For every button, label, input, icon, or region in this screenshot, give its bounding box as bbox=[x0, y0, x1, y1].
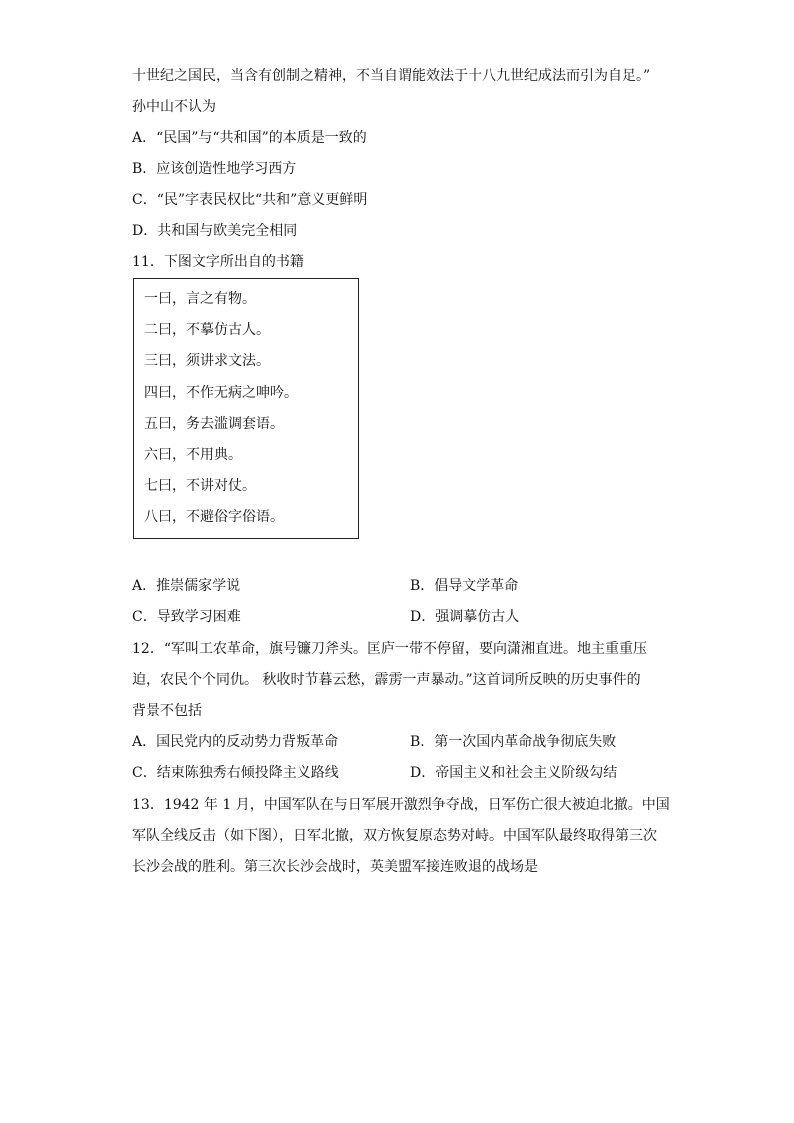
q12-option-c: C．结束陈独秀右倾投降主义路线 bbox=[132, 765, 339, 781]
q11-quote-box bbox=[133, 278, 359, 539]
q11-option-c: C．导致学习困难 bbox=[132, 609, 241, 625]
q10-option-c: C．“民”字表民权比“共和”意义更鲜明 bbox=[132, 192, 368, 208]
q11-stem: 11．下图文字所出自的书籍 bbox=[132, 254, 304, 270]
quote-line-7: 七曰，不讲对仗。 bbox=[144, 478, 256, 494]
q10-option-a: A．“民国”与“共和国”的本质是一致的 bbox=[132, 130, 367, 146]
q11-option-b: B．倡导文学革命 bbox=[410, 578, 519, 594]
q12-option-a: A．国民党内的反动势力背叛革命 bbox=[132, 734, 339, 750]
q10-stem-ending: 孙中山不认为 bbox=[132, 99, 216, 115]
q12-option-b: B．第一次国内革命战争彻底失败 bbox=[410, 734, 617, 750]
q12-option-d: D．帝国主义和社会主义阶级勾结 bbox=[410, 765, 618, 781]
quote-line-6: 六曰，不用典。 bbox=[144, 447, 242, 463]
quote-line-8: 八曰，不避俗字俗语。 bbox=[144, 509, 284, 525]
quote-line-2: 二曰，不摹仿古人。 bbox=[144, 322, 270, 338]
q10-option-d: D．共和国与欧美完全相同 bbox=[132, 223, 298, 239]
q12-stem-line-1: 12．“军叫工农革命，旗号镰刀斧头。匡庐一带不停留，要向潇湘直进。地主重重压 bbox=[132, 641, 647, 657]
quote-line-3: 三曰，须讲求文法。 bbox=[144, 353, 270, 369]
quote-line-1: 一曰，言之有物。 bbox=[144, 291, 256, 307]
q10-stem-continuation: 十世纪之国民，当含有创制之精神，不当自谓能效法于十八九世纪成法而引为自足。” bbox=[132, 68, 651, 84]
q11-option-a: A．推崇儒家学说 bbox=[132, 578, 241, 594]
quote-line-5: 五曰，务去滥调套语。 bbox=[144, 416, 284, 432]
q11-option-d: D．强调摹仿古人 bbox=[410, 609, 520, 625]
q12-stem-line-3: 背景不包括 bbox=[132, 703, 202, 719]
q12-stem-line-2: 迫，农民个个同仇。 秋收时节暮云愁，霹雳一声暴动。”这首词所反映的历史事件的 bbox=[132, 672, 641, 688]
q13-stem-line-1: 13．1942 年 1 月，中国军队在与日军展开激烈争夺战，日军伤亡很大被迫北撤。中国 bbox=[132, 797, 670, 813]
q10-option-b: B．应该创造性地学习西方 bbox=[132, 161, 297, 177]
quote-line-4: 四曰，不作无病之呻吟。 bbox=[144, 385, 298, 401]
q13-stem-line-2: 军队全线反击（如下图），日军北撤，双方恢复原态势对峙。中国军队最终取得第三次 bbox=[132, 828, 657, 844]
q13-stem-line-3: 长沙会战的胜利。第三次长沙会战时，英美盟军接连败退的战场是 bbox=[132, 859, 538, 875]
